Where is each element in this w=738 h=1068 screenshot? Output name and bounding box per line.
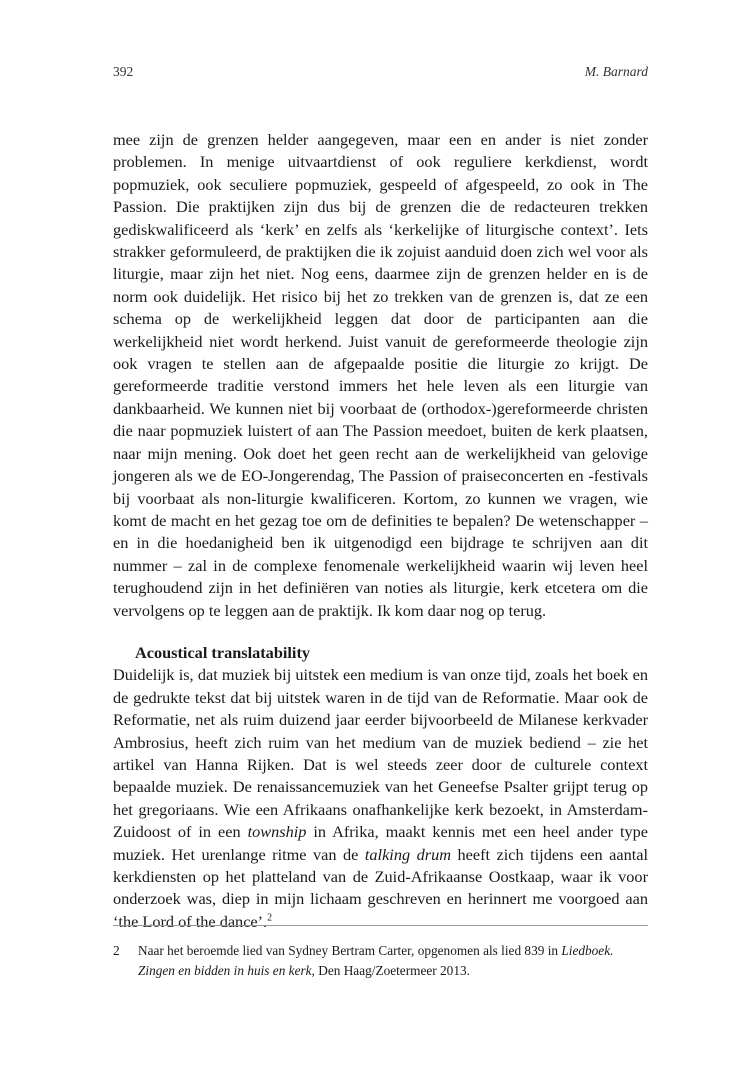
- paragraph-text: in Afrika, maakt kennis met een heel ander type muziek. Het urenlange ritme van de: [113, 822, 648, 864]
- paragraph: mee zijn de grenzen helder aangegeven, maar een en ander is niet zonder problemen. In menige uitvaartdienst of ook reguliere kerkdienst, wordt popmuziek, ook seculiere popmuziek, gespeeld of afgespeeld, zo ook in The Passion. Die praktijken zijn dus bij de grenzen die de redacteuren trekken gediskwalificeerd als ‘kerk’ en zelfs als ‘kerkelijke of liturgische context’. Iets strakker geformuleerd, de praktijken die ik zojuist aanduid doen zich wel voor als liturgie, maar zijn het niet. Nog eens, daarmee zijn de grenzen helder en is de norm ook duidelijk. Het risico bij het zo trekken van de grenzen is, dat ze een schema op de werkelijkheid leggen dat door de participanten aan die werkelijkheid niet wordt herkend. Juist vanuit de gereformeerde theologie zijn ook vragen te stellen aan de afgepaalde positie die liturgie zo krijgt. De gereformeerde traditie verstond immers het hele leven als een liturgie van dankbaarheid. We kunnen niet bij voorbaat de (orthodox-)gereformeerde christen die naar popmuziek luistert of aan The Passion meedoet, buiten de kerk plaatsen, naar mijn mening. Ook doet het geen recht aan de werkelijkheid van gelovige jongeren als we de EO-Jongerendag, The Passion of praiseconcerten en -festivals bij voorbaat als non-liturgie kwalificeren. Kortom, zo kunnen we vragen, wie komt de macht en het gezag toe om de definities te bepalen? De wetenschapper – en in die hoedanigheid ben ik uitgenodigd een bijdrage te schrijven aan dit nummer – zal in de complexe fenomenale werkelijkheid waarin wij leven heel terughoudend zijn in het definiëren van noties als liturgie, kerk etcetera om die vervolgens op te leggen aan de praktijk. Ik kom daar nog op terug.: [113, 130, 648, 620]
- emphasis-text: talking drum: [364, 844, 451, 864]
- running-head: M. Barnard: [584, 64, 648, 79]
- page-number: 392: [113, 64, 134, 79]
- footnote-text-part: Naar het beroemde lied van Sydney Bertram Carter, opgenomen als lied 839 in: [138, 943, 562, 958]
- paragraph: [113, 664, 648, 933]
- footnote-reference[interactable]: 2: [267, 912, 273, 924]
- footnote-text: [138, 941, 648, 981]
- emphasis-text: township: [247, 822, 307, 842]
- section-heading: Acoustical translatability: [135, 642, 311, 662]
- footnote-book-title: Liedboek. Zingen en bidden in huis en kerk,: [138, 943, 614, 978]
- body-text: [113, 129, 648, 933]
- footnote-text-part: Den Haag/Zoetermeer 2013.: [314, 963, 470, 978]
- footnote-divider: [113, 925, 648, 926]
- paragraph-text: Duidelijk is, dat muziek bij uitstek een medium is van onze tijd, zoals het boek en de gedrukte tekst dat bij uitstek waren in de tijd van de Reformatie. Maar ook de Reformatie, net als ruim duizend jaar eerder bijvoorbeeld de Milanese kerkvader Ambrosius, heeft zich ruim van het medium van de muziek bediend – zie het artikel van Hanna Rijken. Dat is wel steeds zeer door de culturele context bepaalde muziek. De renaissancemuziek van het Geneefse Psalter grijpt terug op het gregoriaans. Wie een Afrikaans onafhankelijke kerk bezoekt, in Amsterdam-Zuidoost of in een: [113, 665, 648, 842]
- paragraph-text: heeft zich tijdens een aantal kerkdiensten op het platteland van de Zuid-Afrikaanse Oostkaap, waar ik voor onderzoek was, diep in mijn lichaam geschreven en herinnert me voorgoed aan ‘the Lord of the dance’.: [113, 844, 648, 931]
- footnote: [113, 941, 648, 981]
- footnote-number: 2: [113, 943, 120, 958]
